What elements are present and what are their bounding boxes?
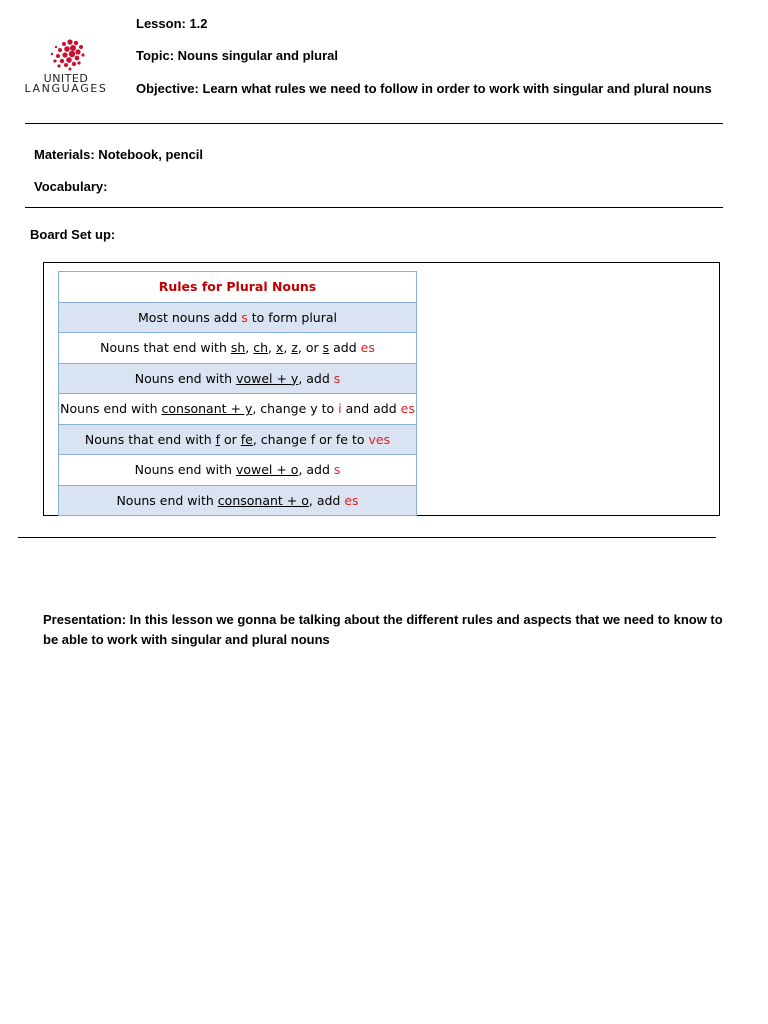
presentation-text: Presentation: In this lesson we gonna be talking about the different rules and aspects that we need to know to be able to work with singular and plural nouns [43, 612, 723, 647]
suffix: s [333, 370, 341, 386]
divider [18, 537, 716, 538]
rule-text: , add [308, 492, 345, 508]
rule-text: Nouns end with [134, 462, 236, 478]
table-row [59, 455, 417, 486]
united-languages-logo [18, 38, 114, 94]
rule-text: Nouns that end with [84, 431, 216, 447]
materials: Materials: Notebook, pencil [34, 147, 204, 162]
suffix: i [338, 401, 342, 417]
rule-text: , change y to [252, 401, 339, 417]
ending: x [276, 340, 284, 356]
divider [25, 123, 723, 124]
lesson-number: Lesson: 1.2 [136, 16, 208, 31]
rule-text: add [329, 340, 361, 356]
table-row [59, 302, 417, 333]
suffix: ves [368, 431, 391, 447]
table-header-row [59, 272, 417, 303]
suffix: s [241, 309, 248, 325]
ending: sh [230, 340, 246, 356]
rule-text: , change f or fe to [252, 431, 369, 447]
rule-text: , add [298, 370, 334, 386]
rule-text: Most nouns add [138, 309, 242, 325]
rule-text: Nouns that end with [100, 340, 231, 356]
ending: ch [253, 340, 269, 356]
suffix: s [333, 462, 341, 478]
rule-text: , [283, 340, 292, 356]
table-row [59, 333, 417, 364]
vocabulary: Vocabulary: [34, 179, 108, 194]
suffix: es [344, 492, 359, 508]
ending: z [291, 340, 298, 356]
ending: vowel + o [235, 462, 299, 478]
lesson-topic: Topic: Nouns singular and plural [136, 48, 338, 63]
rule-text: Nouns end with [134, 370, 237, 386]
red-dot-cluster-icon [48, 38, 86, 72]
suffix: es [360, 340, 375, 356]
ending: consonant + o [217, 492, 309, 508]
rule-text: , or [297, 340, 323, 356]
logo-line-2: LANGUAGES [24, 82, 108, 95]
table-title: Rules for Plural Nouns [59, 272, 417, 303]
rule-text: Nouns end with [60, 401, 162, 417]
ending: s [322, 340, 330, 356]
ending: vowel + y [236, 370, 299, 386]
suffix: es [400, 401, 415, 417]
table-row [59, 363, 417, 394]
rule-text: and add [341, 401, 401, 417]
divider [25, 207, 723, 208]
rule-text: , [245, 340, 254, 356]
rule-text: to form plural [247, 309, 337, 325]
table-row [59, 424, 417, 455]
lesson-objective: Objective: Learn what rules we need to follow in order to work with singular and plural nouns [136, 81, 712, 96]
rule-text: or [220, 431, 241, 447]
rule-text: Nouns end with [116, 492, 218, 508]
rule-text: , add [298, 462, 334, 478]
board-setup-label: Board Set up: [30, 227, 116, 242]
ending: f [215, 431, 220, 447]
ending: fe [240, 431, 253, 447]
table-row [59, 394, 417, 425]
rule-text: , [268, 340, 276, 356]
plural-rules-table [58, 271, 417, 516]
table-row [59, 485, 417, 516]
logo-line-1: UNITED [43, 72, 89, 85]
ending: consonant + y [161, 401, 253, 417]
